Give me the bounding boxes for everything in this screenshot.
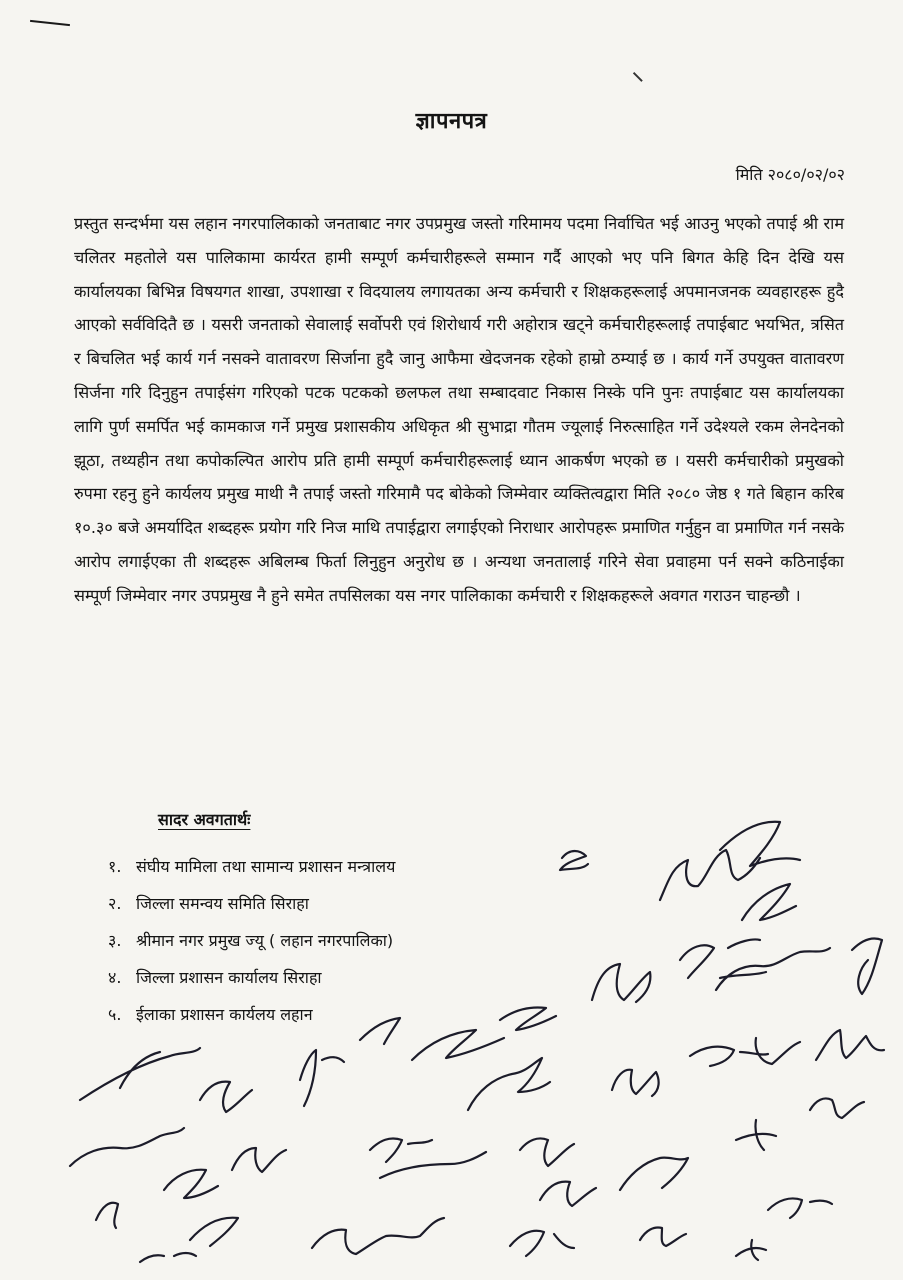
signature: [560, 851, 588, 870]
signature: [164, 1170, 218, 1198]
signature: [612, 1070, 659, 1096]
recipient-text: जिल्ला समन्वय समिति सिराहा: [136, 894, 309, 913]
signature: [736, 1240, 766, 1260]
signature: [510, 1231, 574, 1256]
signature: [852, 938, 882, 994]
signature: [540, 1182, 596, 1206]
signature: [96, 1203, 118, 1228]
signature: [810, 1098, 864, 1118]
signature: [520, 1138, 574, 1166]
recipient-number: ३.: [108, 931, 122, 950]
recipient-text: जिल्ला प्रशासन कार्यालय सिराहा: [136, 968, 322, 987]
signature: [80, 1048, 200, 1100]
signature: [70, 1128, 184, 1166]
recipient-number: २.: [108, 894, 122, 913]
recipient-number: १.: [108, 857, 122, 876]
recipient-text: संघीय मामिला तथा सामान्य प्रशासन मन्त्रालय: [136, 857, 396, 876]
signature: [720, 822, 800, 866]
document-title: ज्ञापनपत्र: [415, 109, 488, 134]
signature: [200, 1082, 252, 1112]
signature: [300, 1050, 344, 1106]
recipient-text: ईलाका प्रशासन कार्यलय लहान: [136, 1005, 313, 1024]
recipient-item: [108, 848, 395, 885]
recipient-number: ५.: [108, 1005, 122, 1024]
signature: [140, 1253, 196, 1262]
signature: [312, 1218, 444, 1254]
signature: [380, 1152, 486, 1178]
signature: [500, 1008, 556, 1031]
signature: [816, 1030, 884, 1060]
recipient-item: [108, 885, 395, 922]
date-line: मिति २०८०/०२/०२: [735, 165, 845, 184]
signature: [412, 1030, 504, 1060]
signature: [736, 1120, 776, 1150]
recipient-item: [108, 959, 395, 996]
recipient-text: श्रीमान नगर प्रमुख ज्यू ( लहान नगरपालिका): [136, 931, 394, 950]
signature: [190, 1218, 238, 1246]
signature: [742, 884, 796, 920]
signature: [620, 1158, 688, 1190]
signature: [468, 1058, 550, 1110]
body-paragraph: प्रस्तुत सन्दर्भमा यस लहान नगरपालिकाको जनताबाट नगर उपप्रमुख जस्तो गरिमामय पदमा निर्वाचित भई आउनु भएको तपाई श्री राम चलितर महतोले यस पालिकामा कार्यरत हामी सम्पूर्ण कर्मचारीहरूले सम्मान गर्दै आएको भए पनि बिगत केहि दिन देखि यस कार्यालयका बिभिन्न विषयगत शाखा, उपशाखा र विदयालय लगायतका अन्य कर्मचारी र शिक्षकहरूलाई अपमानजनक व्यवहारहरू हुदै आएको सर्वविदितै छ । यसरी जनताको सेवालाई सर्वोपरी एवं शिरोधार्य गरी अहोरात्र खट्ने कर्मचारीहरूलाई तपाईबाट भयभित, त्रसित र बिचलित भई कार्य गर्न नसक्ने वातावरण सिर्जाना हुदै जानु आफैमा खेदजनक रहेको हाम्रो ठम्याई छ । कार्य गर्ने उपयुक्त वातावरण सिर्जना गरि दिनुहुन तपाईसंग गरिएको पटक पटकको छलफल तथा सम्बादवाट निकास निस्के पनि पुनः तपाईबाट यस कार्यालयका लागि पुर्ण समर्पित भई कामकाज गर्ने प्रमुख प्रशासकीय अधिकृत श्री सुभाद्रा गौतम ज्यूलाई निरुत्साहित गर्ने उदेश्यले रकम लेनदेनको झूठा, तथ्यहीन तथा कपोकल्पित आरोप प्रति हामी सम्पूर्ण कर्मचारीहरूलाई ध्यान आकर्षण भएको छ । यसरी कर्मचारीको प्रमुखको रुपमा रहनु हुने कार्यलय प्रमुख माथी नै तपाई जस्तो गरिमामै पद बोकेको जिम्मेवार व्यक्तित्वद्वारा मिति २०८० जेष्ठ १ गते बिहान करिब १०.३० बजे अमर्यादित शब्दहरू प्रयोग गरि निज माथि तपाईद्वारा लगाईएको निराधार आरोपहरू प्रमाणित गर्नुहुन वा प्रमाणित गर्न नसके आरोप लगाईएका ती शब्दहरू अबिलम्ब फिर्ता लिनुहुन अनुरोध छ । अन्यथा जनतालाई गरिने सेवा प्रवाहमा पर्न सक्ने कठिनाईका सम्पूर्ण जिम्मेवार नगर उपप्रमुख नै हुने समेत तपसिलका यस नगर पालिकाका कर्मचारी र शिक्षकहरूले अवगत गराउन चाहन्छौ ।: [74, 214, 844, 605]
recipient-number: ४.: [108, 968, 122, 987]
signature: [592, 964, 650, 1002]
signature: [680, 939, 760, 978]
signature: [640, 1228, 686, 1247]
pen-mark: [30, 20, 70, 26]
signature: [660, 850, 760, 900]
recipient-list: [108, 848, 395, 1033]
signature: [768, 1198, 832, 1218]
recipient-item: [108, 996, 395, 1033]
signature: [370, 1138, 432, 1162]
signature: [232, 1148, 286, 1172]
sadar-heading: सादर अवगतार्थः: [158, 810, 251, 829]
pen-mark: [633, 72, 643, 82]
signature: [690, 1038, 800, 1066]
recipient-item: [108, 922, 395, 959]
signature: [716, 948, 830, 990]
